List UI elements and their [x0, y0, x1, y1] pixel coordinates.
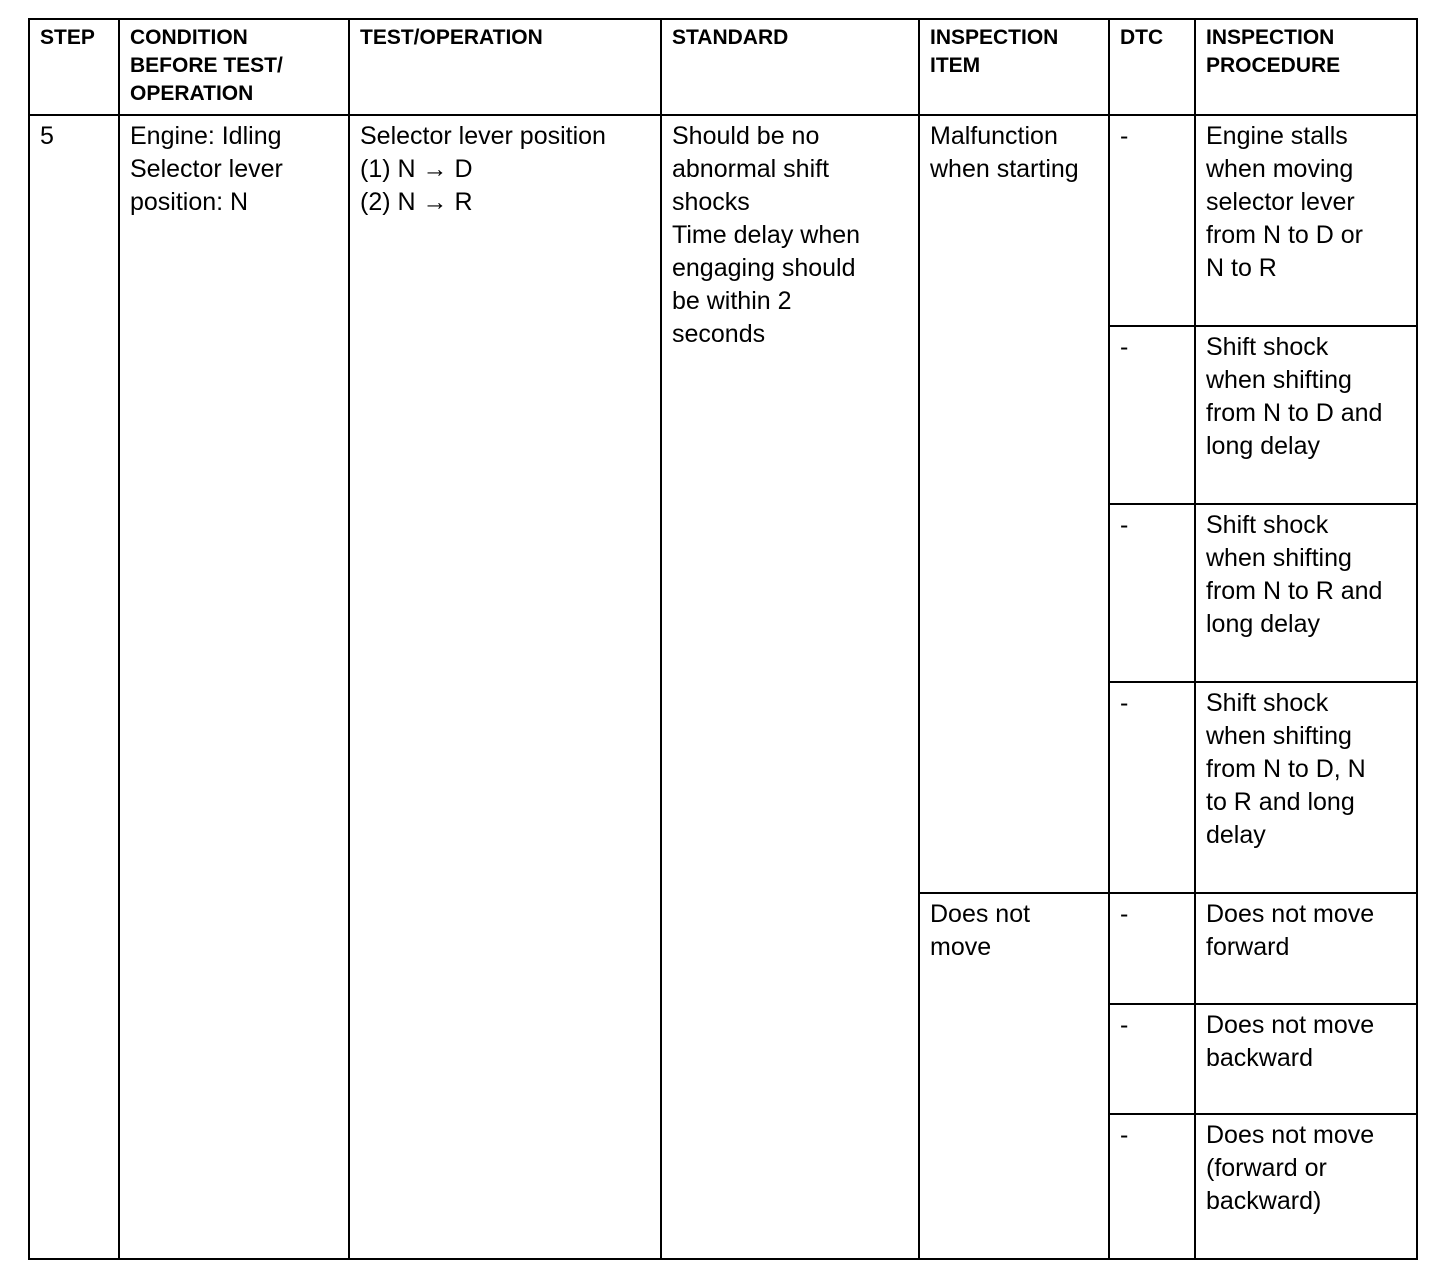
procedure-cell: Shift shock when shifting from N to D and long delay: [1195, 326, 1417, 504]
dtc-cell: -: [1109, 1114, 1195, 1259]
procedure-cell: Does not move backward: [1195, 1004, 1417, 1114]
procedure-cell: Does not move (forward or backward): [1195, 1114, 1417, 1259]
dtc-cell: -: [1109, 326, 1195, 504]
procedure-cell: Shift shock when shifting from N to D, N to R and long delay: [1195, 682, 1417, 893]
header-inspection-procedure: INSPECTION PROCEDURE: [1195, 19, 1417, 115]
header-condition: CONDITION BEFORE TEST/ OPERATION: [119, 19, 349, 115]
standard-cell: Should be no abnormal shift shocks Time delay when engaging should be within 2 seconds: [661, 115, 919, 1259]
dtc-cell: -: [1109, 115, 1195, 326]
condition-cell: Engine: Idling Selector lever position: N: [119, 115, 349, 1259]
dtc-cell: -: [1109, 1004, 1195, 1114]
procedure-cell: Engine stalls when moving selector lever from N to D or N to R: [1195, 115, 1417, 326]
header-row: [29, 19, 1417, 115]
inspection-item-does-not-move: Does not move: [919, 893, 1109, 1259]
inspection-table: [28, 18, 1418, 1260]
step-cell: 5: [29, 115, 119, 1259]
header-test-operation: TEST/OPERATION: [349, 19, 661, 115]
table-row: [29, 115, 1417, 326]
procedure-cell: Does not move forward: [1195, 893, 1417, 1004]
header-dtc: DTC: [1109, 19, 1195, 115]
header-inspection-item: INSPECTION ITEM: [919, 19, 1109, 115]
dtc-cell: -: [1109, 504, 1195, 682]
header-step: STEP: [29, 19, 119, 115]
dtc-cell: -: [1109, 682, 1195, 893]
inspection-item-malfunction: Malfunction when starting: [919, 115, 1109, 893]
dtc-cell: -: [1109, 893, 1195, 1004]
test-operation-cell: Selector lever position (1) N → D (2) N → R: [349, 115, 661, 1259]
header-standard: STANDARD: [661, 19, 919, 115]
procedure-cell: Shift shock when shifting from N to R and long delay: [1195, 504, 1417, 682]
